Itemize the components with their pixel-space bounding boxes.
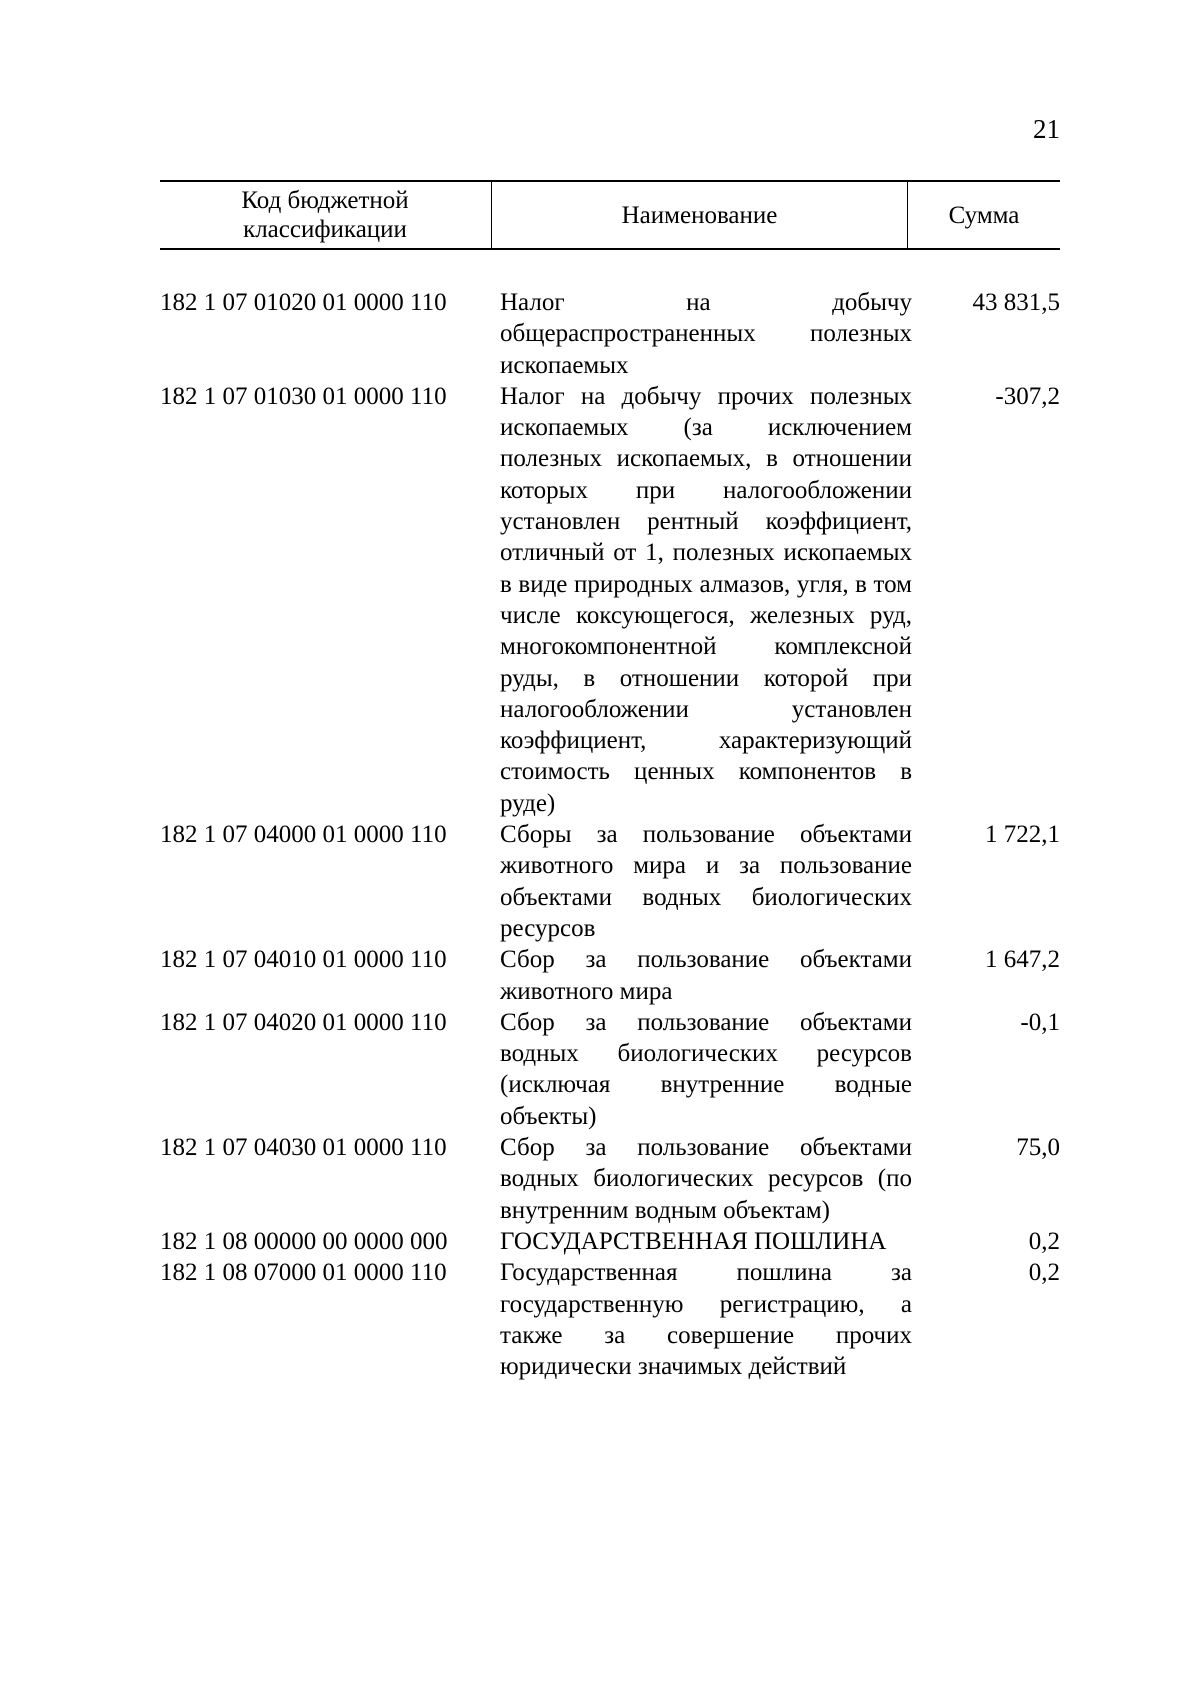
item-sum: -0,1: [1020, 1008, 1060, 1036]
item-name: ГОСУДАРСТВЕННАЯ ПОШЛИНА: [500, 1227, 887, 1255]
item-sum: 43 831,5: [972, 289, 1060, 316]
budget-code: 182 1 08 07000 01 0000 110: [160, 1259, 447, 1287]
table-row: [160, 381, 1060, 819]
header-sum: Сумма: [948, 201, 1020, 229]
table-row: [160, 944, 1060, 1007]
table-row: [160, 1007, 1060, 1132]
item-name: Налог на добычу общераспространенных полезных ископаемых: [500, 289, 912, 379]
item-name: Сбор за пользование объектами животного мира: [500, 946, 912, 1005]
page-number: 21: [1033, 114, 1060, 144]
budget-code: 182 1 07 01020 01 0000 110: [160, 289, 447, 316]
item-sum: -307,2: [995, 382, 1060, 410]
table-row: [160, 819, 1060, 944]
budget-code: 182 1 07 04030 01 0000 110: [160, 1134, 447, 1162]
item-sum: 1 647,2: [985, 946, 1060, 974]
header-name: Наименование: [621, 201, 778, 229]
table-row: [160, 287, 1060, 381]
budget-code: 182 1 07 04000 01 0000 110: [160, 821, 447, 849]
table-row: [160, 1257, 1060, 1382]
item-name: Государственная пошлина за государственную регистрацию, а также за совершение прочих юридически значимых действий: [500, 1259, 912, 1381]
item-name: Сбор за пользование объектами водных биологических ресурсов (исключая внутренние водные объекты): [500, 1008, 912, 1130]
table-body: [160, 287, 1060, 1382]
budget-code: 182 1 07 04010 01 0000 110: [160, 946, 447, 974]
item-sum: 1 722,1: [985, 821, 1060, 849]
table-row: [160, 1132, 1060, 1226]
header-code: Код бюджетной классификации: [241, 187, 409, 243]
table-header: [160, 180, 1060, 250]
item-sum: 0,2: [1028, 1259, 1060, 1287]
budget-code: 182 1 08 00000 00 0000 000: [160, 1227, 448, 1255]
budget-code: 182 1 07 04020 01 0000 110: [160, 1008, 447, 1036]
item-sum: 0,2: [1028, 1227, 1060, 1255]
item-name: Сборы за пользование объектами животного мира и за пользование объектами водных биологических ресурсов: [500, 821, 912, 942]
table-row: [160, 1226, 1060, 1257]
item-name: Налог на добычу прочих полезных ископаемых (за исключением полезных ископаемых, в отношении которых при налогообложении установлен рентный коэффициент, отличный от 1, полезных ископаемых в виде природных алмазов, угля, в том числе коксующегося, железных руд, многокомпонентной комплексной руды, в отношении которой при налогообложении установлен коэффициент, характеризующий стоимость ценных компонентов в руде): [500, 382, 912, 817]
item-name: Сбор за пользование объектами водных биологических ресурсов (по внутренним водным объектам): [500, 1134, 912, 1224]
budget-code: 182 1 07 01030 01 0000 110: [160, 382, 447, 410]
item-sum: 75,0: [1016, 1134, 1060, 1162]
